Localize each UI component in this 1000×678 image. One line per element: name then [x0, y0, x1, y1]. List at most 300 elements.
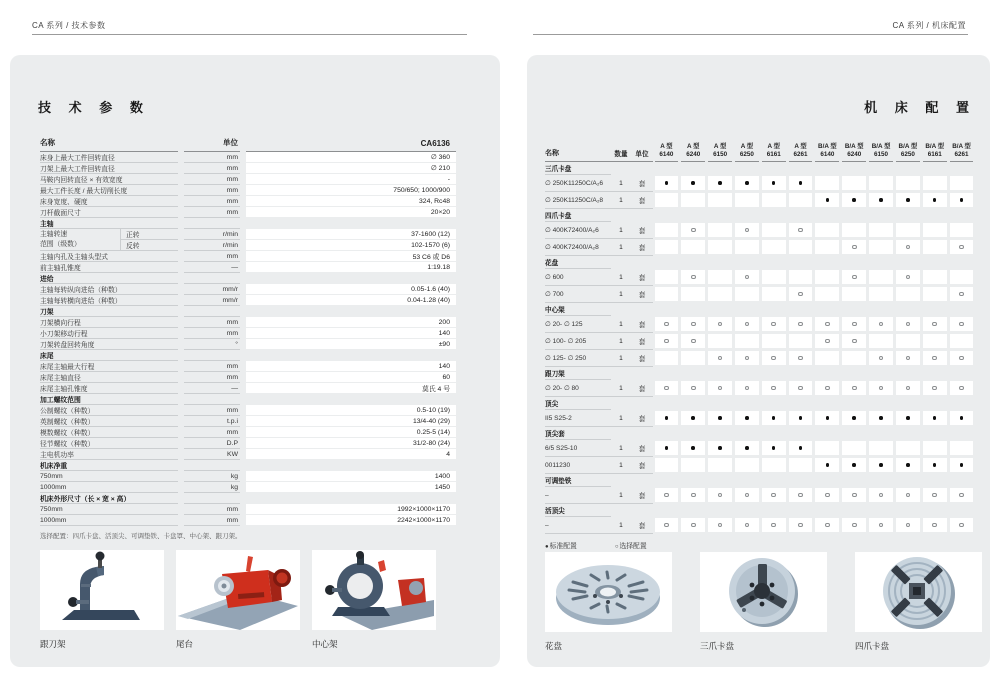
optional-config-dot — [691, 228, 696, 233]
left-table-section: 进给 — [40, 273, 456, 284]
standard-config-dot — [852, 416, 856, 420]
standard-config-dot — [718, 181, 722, 185]
right-table-row: – 1 套 — [545, 487, 975, 504]
photo-card-tailstock — [176, 550, 300, 650]
config-cell — [708, 334, 732, 348]
config-cell — [789, 334, 813, 348]
right-page-machine-configuration — [527, 55, 990, 667]
standard-config-dot — [960, 463, 964, 467]
config-cell — [950, 317, 974, 331]
optional-config-dot — [771, 493, 776, 498]
optional-config-dot — [798, 228, 803, 233]
photo-caption: 四爪卡盘 — [855, 641, 890, 651]
left-table-row: 床尾主轴孔锥度 — 莫氏 4 号 — [40, 383, 456, 394]
config-cell — [681, 488, 705, 502]
standard-config-dot — [665, 416, 669, 420]
config-cell — [708, 411, 732, 425]
optional-config-dot — [691, 386, 696, 391]
config-cell — [708, 441, 732, 455]
config-cell — [923, 287, 947, 301]
optional-config-dot — [691, 523, 696, 528]
config-cell — [842, 458, 866, 472]
config-cell — [681, 334, 705, 348]
optional-config-dot — [745, 275, 750, 280]
config-cell — [735, 411, 759, 425]
config-cell — [950, 270, 974, 284]
config-cell — [815, 458, 839, 472]
optional-config-dot — [959, 322, 964, 327]
config-cell — [842, 193, 866, 207]
right-table-section: 顶尖套 — [545, 427, 975, 440]
config-cell — [681, 411, 705, 425]
optional-config-dot — [798, 356, 803, 361]
config-cell — [923, 488, 947, 502]
optional-config-dot — [825, 339, 830, 344]
config-cell — [762, 176, 786, 190]
config-cell — [842, 381, 866, 395]
standard-config-dot — [799, 446, 803, 450]
left-table-section: 主轴 — [40, 218, 456, 229]
config-cell — [950, 223, 974, 237]
config-cell — [681, 518, 705, 532]
optional-config-dot — [932, 493, 937, 498]
config-cell — [842, 223, 866, 237]
config-cell — [815, 441, 839, 455]
config-cell — [735, 287, 759, 301]
left-page-title: 技 术 参 数 — [38, 100, 150, 115]
optional-config-dot — [771, 356, 776, 361]
right-table-row: ∅ 20- ∅ 125 1 套 — [545, 316, 975, 333]
optional-config-note: 选择配置：四爪卡盘、活顶尖、可调垫铁、卡盘罩、中心架、跟刀架。 — [40, 533, 242, 540]
config-cell — [655, 351, 679, 365]
optional-config-dot — [664, 322, 669, 327]
config-cell — [735, 270, 759, 284]
left-table-row: 750mm kg 1400 — [40, 471, 456, 482]
config-cell — [762, 488, 786, 502]
config-cell — [842, 351, 866, 365]
config-cell — [896, 193, 920, 207]
three-jaw-chuck-photo — [700, 552, 827, 632]
optional-config-dot — [745, 322, 750, 327]
optional-config-dot — [664, 386, 669, 391]
right-table-body — [545, 162, 975, 534]
config-cell — [735, 441, 759, 455]
face-plate-illustration — [545, 552, 672, 632]
left-table-section: 刀架 — [40, 306, 456, 317]
standard-config-dot — [879, 416, 883, 420]
standard-config-dot — [906, 416, 910, 420]
config-cell — [762, 351, 786, 365]
photo-caption: 花盘 — [545, 641, 563, 651]
config-cell — [655, 334, 679, 348]
optional-config-dot — [906, 322, 911, 327]
config-cell — [815, 351, 839, 365]
config-cell — [735, 317, 759, 331]
standard-config-dot — [799, 416, 803, 420]
config-cell — [789, 351, 813, 365]
optional-config-dot — [691, 322, 696, 327]
photo-caption: 中心架 — [312, 639, 338, 649]
page-header-right: CA 系列 / 机床配置 — [892, 21, 966, 30]
optional-config-dot — [852, 245, 857, 250]
standard-config-dot — [665, 181, 669, 185]
right-table-section: 四爪卡盘 — [545, 209, 975, 222]
config-cell — [789, 223, 813, 237]
optional-config-dot — [852, 493, 857, 498]
left-table-row: 1000mm kg 1450 — [40, 482, 456, 493]
optional-config-dot — [771, 523, 776, 528]
config-cell — [655, 458, 679, 472]
standard-config-dot — [826, 416, 830, 420]
right-table-section: 可调垫铁 — [545, 474, 975, 487]
optional-config-dot — [852, 339, 857, 344]
config-cell — [869, 176, 893, 190]
right-table-section: 花盘 — [545, 256, 975, 269]
right-table-row: ∅ 100- ∅ 205 1 套 — [545, 333, 975, 350]
optional-config-dot — [825, 386, 830, 391]
tailstock-illustration — [176, 550, 300, 630]
four-jaw-chuck-photo — [855, 552, 982, 632]
page-header-left: CA 系列 / 技术参数 — [32, 21, 106, 30]
left-table-row: 1000mm mm 2242×1000×1170 — [40, 515, 456, 526]
config-cell — [869, 411, 893, 425]
config-cell — [789, 441, 813, 455]
config-cell — [869, 441, 893, 455]
optional-config-dot — [718, 493, 723, 498]
config-cell — [681, 287, 705, 301]
config-cell — [923, 334, 947, 348]
right-table-section: 中心架 — [545, 303, 975, 316]
standard-config-dot — [772, 446, 776, 450]
config-cell — [923, 223, 947, 237]
model-column-header: A 型 6140 — [655, 143, 679, 162]
standard-config-dot — [718, 416, 722, 420]
right-table-row: 0011230 1 套 — [545, 457, 975, 474]
config-cell — [950, 518, 974, 532]
header-rule-left — [32, 34, 467, 35]
optional-config-dot — [798, 292, 803, 297]
config-cell — [815, 381, 839, 395]
config-cell — [762, 193, 786, 207]
hollow-dot-icon: ○ — [614, 544, 619, 550]
photo-caption: 三爪卡盘 — [700, 641, 735, 651]
config-cell — [950, 351, 974, 365]
model-column-header: A 型 6161 — [762, 143, 786, 162]
config-cell — [655, 223, 679, 237]
config-cell — [681, 351, 705, 365]
left-table-row: 前主轴孔锥度 — 1:19.18 — [40, 262, 456, 273]
optional-config-dot — [664, 493, 669, 498]
optional-config-dot — [718, 322, 723, 327]
config-cell — [815, 287, 839, 301]
model-column-header: B/A 型 6140 — [815, 143, 839, 162]
config-cell — [735, 240, 759, 254]
optional-config-dot — [664, 523, 669, 528]
config-cell — [950, 240, 974, 254]
photo-card-three-jaw-chuck — [700, 552, 827, 652]
model-column-header: B/A 型 6150 — [869, 143, 893, 162]
face-plate-photo — [545, 552, 672, 632]
left-table-row: 刀架转盘回转角度 ° ±90 — [40, 339, 456, 350]
config-cell — [708, 351, 732, 365]
photo-card-four-jaw-chuck — [855, 552, 982, 652]
config-cell — [869, 317, 893, 331]
right-table-section: 三爪卡盘 — [545, 162, 975, 175]
standard-config-dot — [745, 181, 749, 185]
left-table-body — [40, 152, 456, 526]
legend-optional: ○选择配置 — [614, 543, 647, 550]
config-cell — [708, 270, 732, 284]
right-table-row: ∅ 400K72400/A₂8 1 套 — [545, 239, 975, 256]
config-cell — [735, 488, 759, 502]
config-cell — [869, 518, 893, 532]
model-column-header: A 型 6150 — [708, 143, 732, 162]
config-cell — [896, 441, 920, 455]
config-cell — [762, 240, 786, 254]
config-cell — [869, 270, 893, 284]
optional-config-dot — [771, 386, 776, 391]
config-cell — [842, 317, 866, 331]
config-cell — [762, 458, 786, 472]
model-column-header: A 型 6261 — [789, 143, 813, 162]
config-cell — [923, 176, 947, 190]
config-cell — [923, 458, 947, 472]
config-cell — [896, 458, 920, 472]
config-cell — [815, 193, 839, 207]
config-cell — [708, 287, 732, 301]
config-cell — [762, 317, 786, 331]
standard-config-dot — [852, 198, 856, 202]
optional-config-dot — [825, 493, 830, 498]
left-table-row: 750mm mm 1992×1000×1170 — [40, 504, 456, 515]
right-photo-row — [545, 552, 982, 652]
left-table-section: 机床净重 — [40, 460, 456, 471]
optional-config-dot — [664, 339, 669, 344]
config-cell — [896, 334, 920, 348]
optional-config-dot — [691, 493, 696, 498]
four-jaw-chuck-illustration — [855, 552, 982, 632]
legend-standard: ●标准配置 — [545, 543, 577, 550]
optional-config-dot — [691, 275, 696, 280]
config-cell — [655, 411, 679, 425]
config-cell — [896, 287, 920, 301]
three-jaw-chuck-illustration — [700, 552, 827, 632]
left-table-row: 最大工件长度 / 最大切削长度 mm 750/650; 1000/900 — [40, 185, 456, 196]
right-table-row: 6/5 S25-10 1 套 — [545, 440, 975, 457]
optional-config-dot — [745, 228, 750, 233]
optional-config-dot — [745, 493, 750, 498]
config-cell — [735, 458, 759, 472]
standard-config-dot — [906, 198, 910, 202]
config-cell — [896, 240, 920, 254]
config-cell — [655, 240, 679, 254]
photo-caption: 尾台 — [176, 639, 194, 649]
optional-config-dot — [718, 523, 723, 528]
optional-config-dot — [959, 245, 964, 250]
model-column-header: A 型 6250 — [735, 143, 759, 162]
standard-config-dot — [933, 463, 937, 467]
config-cell — [923, 411, 947, 425]
config-cell — [842, 441, 866, 455]
optional-config-dot — [959, 356, 964, 361]
config-cell — [762, 441, 786, 455]
config-cell — [950, 458, 974, 472]
left-table-row: 主轴每转横向进给（种数） mm/r 0.04-1.28 (40) — [40, 295, 456, 306]
config-cell — [869, 488, 893, 502]
config-cell — [842, 270, 866, 284]
model-column-header: B/A 型 6261 — [950, 143, 974, 162]
right-table-section: 活顶尖 — [545, 504, 975, 517]
config-cell — [923, 317, 947, 331]
header-rule-right — [533, 34, 968, 35]
optional-config-dot — [825, 523, 830, 528]
standard-config-dot — [933, 198, 937, 202]
right-table-row: ∅ 250K11250C/A₂8 1 套 — [545, 192, 975, 209]
optional-config-dot — [906, 245, 911, 250]
config-cell — [896, 317, 920, 331]
config-cell — [815, 411, 839, 425]
config-cell — [735, 381, 759, 395]
right-page-title: 机 床 配 置 — [864, 100, 976, 115]
steady-rest-illustration — [312, 550, 436, 630]
config-cell — [708, 193, 732, 207]
right-header-qty: 数量 — [611, 148, 631, 162]
photo-card-follow-rest — [40, 550, 164, 650]
config-cell — [842, 411, 866, 425]
follow-rest-photo — [40, 550, 164, 630]
optional-config-dot — [906, 386, 911, 391]
standard-config-dot — [745, 446, 749, 450]
optional-config-dot — [879, 322, 884, 327]
config-cell — [789, 317, 813, 331]
standard-config-dot — [691, 416, 695, 420]
config-cell — [789, 518, 813, 532]
left-table-row: 主电机功率 KW 4 — [40, 449, 456, 460]
optional-config-dot — [798, 386, 803, 391]
config-cell — [708, 458, 732, 472]
config-cell — [735, 193, 759, 207]
config-cell — [655, 381, 679, 395]
standard-config-dot — [879, 463, 883, 467]
config-cell — [869, 240, 893, 254]
config-cell — [842, 334, 866, 348]
left-table-row: 主轴每转纵向进给（种数） mm/r 0.05-1.6 (40) — [40, 284, 456, 295]
right-table-row: ∅ 125- ∅ 250 1 套 — [545, 350, 975, 367]
model-column-header: B/A 型 6161 — [923, 143, 947, 162]
standard-config-dot — [665, 446, 669, 450]
left-table-row: 床尾主轴最大行程 mm 140 — [40, 361, 456, 372]
config-cell — [681, 223, 705, 237]
standard-config-dot — [718, 446, 722, 450]
left-table-row: 床尾主轴直径 mm 60 — [40, 372, 456, 383]
optional-config-dot — [852, 275, 857, 280]
config-cell — [923, 240, 947, 254]
left-table-section: 加工螺纹范围 — [40, 394, 456, 405]
config-cell — [789, 458, 813, 472]
config-cell — [762, 270, 786, 284]
config-cell — [735, 176, 759, 190]
config-cell — [655, 441, 679, 455]
config-cell — [762, 287, 786, 301]
config-cell — [842, 176, 866, 190]
optional-config-dot — [852, 322, 857, 327]
config-cell — [789, 193, 813, 207]
left-table-row-double: 主轴转速 范围（级数） 正转 r/min 37-1600 (12) 反转 r/min 102-1570 (6) — [40, 229, 456, 251]
config-cell — [708, 317, 732, 331]
optional-config-dot — [879, 493, 884, 498]
photo-card-face-plate — [545, 552, 672, 652]
config-cell — [815, 176, 839, 190]
config-cell — [655, 518, 679, 532]
model-column-header: B/A 型 6240 — [842, 143, 866, 162]
right-table-section: 跟刀架 — [545, 367, 975, 380]
optional-config-dot — [932, 523, 937, 528]
config-cell — [735, 334, 759, 348]
config-cell — [869, 458, 893, 472]
left-table-row: 床身上最大工件回转直径 mm ∅ 360 — [40, 152, 456, 163]
config-cell — [815, 270, 839, 284]
config-cell — [655, 287, 679, 301]
config-cell — [735, 351, 759, 365]
config-cell — [923, 518, 947, 532]
config-cell — [923, 270, 947, 284]
standard-config-dot — [691, 446, 695, 450]
config-cell — [655, 317, 679, 331]
machine-configuration-table — [545, 135, 975, 550]
standard-config-dot — [852, 463, 856, 467]
config-cell — [708, 518, 732, 532]
photo-caption: 跟刀架 — [40, 639, 66, 649]
config-cell — [708, 381, 732, 395]
optional-config-dot — [798, 322, 803, 327]
right-header-unit: 单位 — [631, 148, 653, 162]
optional-config-dot — [906, 356, 911, 361]
config-cell — [950, 193, 974, 207]
left-table-row: 英制螺纹（种数） t.p.i 13/4-40 (29) — [40, 416, 456, 427]
optional-config-dot — [879, 356, 884, 361]
config-cell — [789, 488, 813, 502]
optional-config-dot — [798, 493, 803, 498]
optional-config-dot — [852, 523, 857, 528]
config-cell — [655, 488, 679, 502]
config-cell — [789, 381, 813, 395]
optional-config-dot — [932, 386, 937, 391]
config-cell — [789, 411, 813, 425]
config-cell — [815, 518, 839, 532]
follow-rest-illustration — [40, 550, 164, 630]
config-cell — [735, 223, 759, 237]
config-cell — [842, 518, 866, 532]
standard-config-dot — [772, 181, 776, 185]
left-table-row: 模数螺纹（种数） mm 0.25-5 (14) — [40, 427, 456, 438]
left-table-row: 刀架横向行程 mm 200 — [40, 317, 456, 328]
standard-config-dot — [933, 416, 937, 420]
config-cell — [950, 411, 974, 425]
left-table-row: 刀杆截面尺寸 mm 20×20 — [40, 207, 456, 218]
config-cell — [655, 270, 679, 284]
right-header-name: 名称 — [545, 148, 611, 162]
right-table-row: ∅ 20- ∅ 80 1 套 — [545, 380, 975, 397]
left-table-row: 主轴内孔及主轴头型式 mm 53 C6 或 D6 — [40, 251, 456, 262]
filled-dot-icon: ● — [545, 544, 549, 550]
config-cell — [681, 193, 705, 207]
left-photo-row — [40, 550, 436, 650]
config-cell — [896, 351, 920, 365]
config-cell — [789, 287, 813, 301]
config-cell — [896, 518, 920, 532]
config-cell — [923, 193, 947, 207]
config-cell — [708, 240, 732, 254]
